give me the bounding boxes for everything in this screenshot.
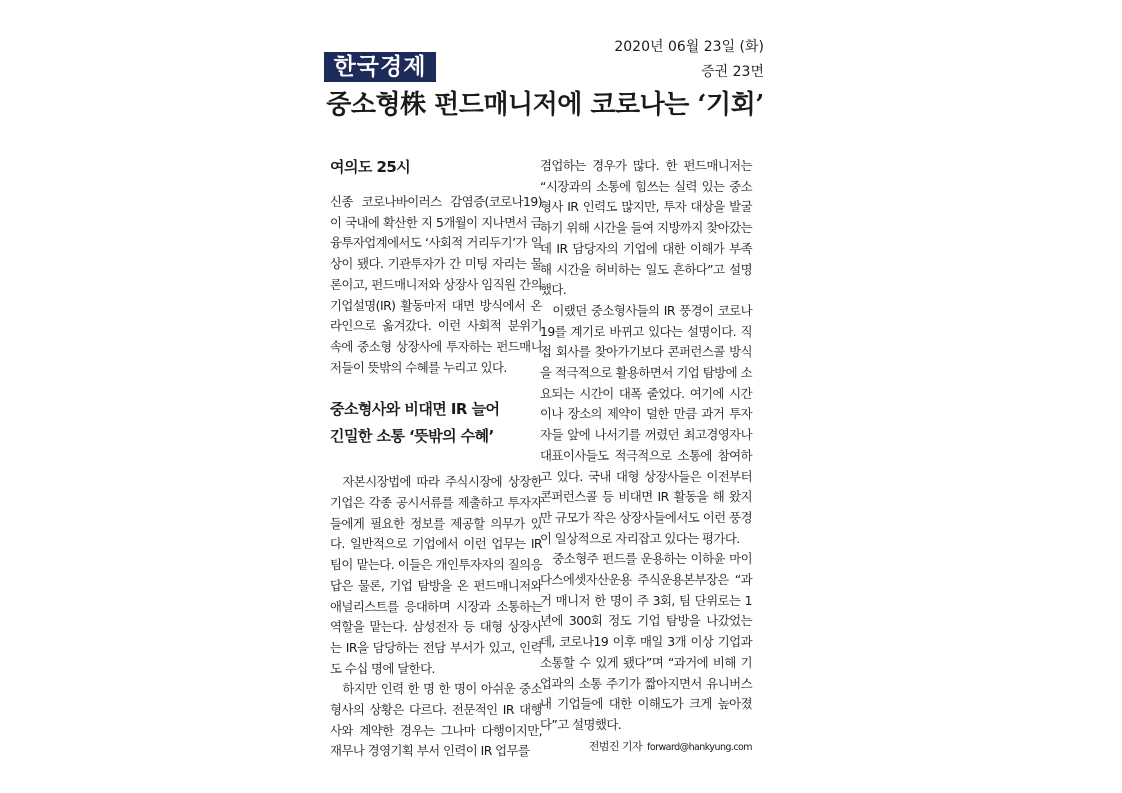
reporter-name: 전범진 기자 <box>588 739 643 753</box>
body-paragraph: 중소형주 펀드를 운용하는 이하윤 마이다스에셋자산운용 주식운용본부장은 “과거 매니저 한 명이 주 3회, 팀 단위로는 1년에 300회 정도 기업 탐방을 나갔었는데, 코로나19 이후 매일 3개 이상 기업과 소통할 수 있게 됐다”며 “과거에 비해 기업과의 소통 주기가 짧아지면서 유니버스 내 기업들에 대한 이해도가 크게 높아졌다”고 설명했다. <box>540 551 752 732</box>
byline <box>540 738 752 757</box>
body-paragraph: 하지만 인력 한 명 한 명이 아쉬운 중소형사의 상황은 다르다. 전문적인 IR 대행사와 계약한 경우는 그나마 다행이지만, 재무나 경영기획 부서 인력이 IR 업무를 <box>330 681 542 759</box>
body-paragraph: 이랬던 중소형사들의 IR 풍경이 코로나19를 계기로 바뀌고 있다는 설명이다. 직접 회사를 찾아가기보다 콘퍼런스콜 방식을 적극적으로 활용하면서 기업 탐방에 소요되는 시간이 대폭 줄었다. 여기에 시간이나 장소의 제약이 덜한 만큼 과거 투자자들 앞에 나서기를 꺼렸던 최고경영자나 대표이사들도 적극적으로 소통에 참여하고 있다. 국내 대형 상장사들은 이전부터 콘퍼런스콜 등 비대면 IR 활동을 해 왔지만 규모가 작은 상장사들에서도 이런 풍경이 일상적으로 자리잡고 있다는 평가다. <box>540 302 752 546</box>
newspaper-logo: 한국경제 <box>324 52 436 82</box>
article-column-2 <box>540 156 752 757</box>
headline: 중소형株 펀드매니저에 코로나는 ‘기회’ <box>326 90 764 120</box>
body-paragraph: 자본시장법에 따라 주식시장에 상장한 기업은 각종 공시서류를 제출하고 투자자들에게 필요한 정보를 제공할 의무가 있다. 일반적으로 기업에서 이런 업무는 IR팀이 맡는다. 이들은 개인투자자의 질의응답은 물론, 기업 탐방을 온 펀드매니저와 애널리스트를 응대하며 시장과 소통하는 역할을 맡는다. 삼성전자 등 대형 상장사는 IR을 담당하는 전담 부서가 있고, 인력도 수십 명에 달한다. <box>330 474 542 676</box>
reporter-email: forward@hankyung.com <box>647 741 752 753</box>
intro-paragraph: 신종 코로나바이러스 감염증(코로나19)이 국내에 확산한 지 5개월이 지나면서 금융투자업계에서도 ‘사회적 거리두기’가 일상이 됐다. 기관투자가 간 미팅 자리는 물론이고, 펀드매니저와 상장사 임직원 간의 기업설명(IR) 활동마저 대면 방식에서 온라인으로 옮겨갔다. 이런 사회적 분위기 속에 중소형 상장사에 투자하는 펀드매니저들이 뜻밖의 수혜를 누리고 있다. <box>330 194 542 375</box>
article-column-1 <box>330 156 542 762</box>
dateline: 여의도 25시 <box>330 158 411 176</box>
body-paragraph: 겸업하는 경우가 많다. 한 펀드매니저는 “시장과의 소통에 힘쓰는 실력 있는 중소형사 IR 인력도 많지만, 투자 대상을 발굴하기 위해 시간을 들여 지방까지 찾아갔는데 IR 담당자의 기업에 대한 이해가 부족해 시간을 허비하는 일도 흔하다”고 설명했다. <box>540 158 752 298</box>
publication-date: 2020년 06월 23일 (화) <box>614 39 764 55</box>
subheadline-line: 중소형사와 비대면 IR 늘어 <box>330 400 500 419</box>
page-section: 증권 23면 <box>701 64 764 80</box>
subheadline-line: 긴밀한 소통 ‘뜻밖의 수혜’ <box>330 427 494 446</box>
subheadline <box>330 396 542 450</box>
